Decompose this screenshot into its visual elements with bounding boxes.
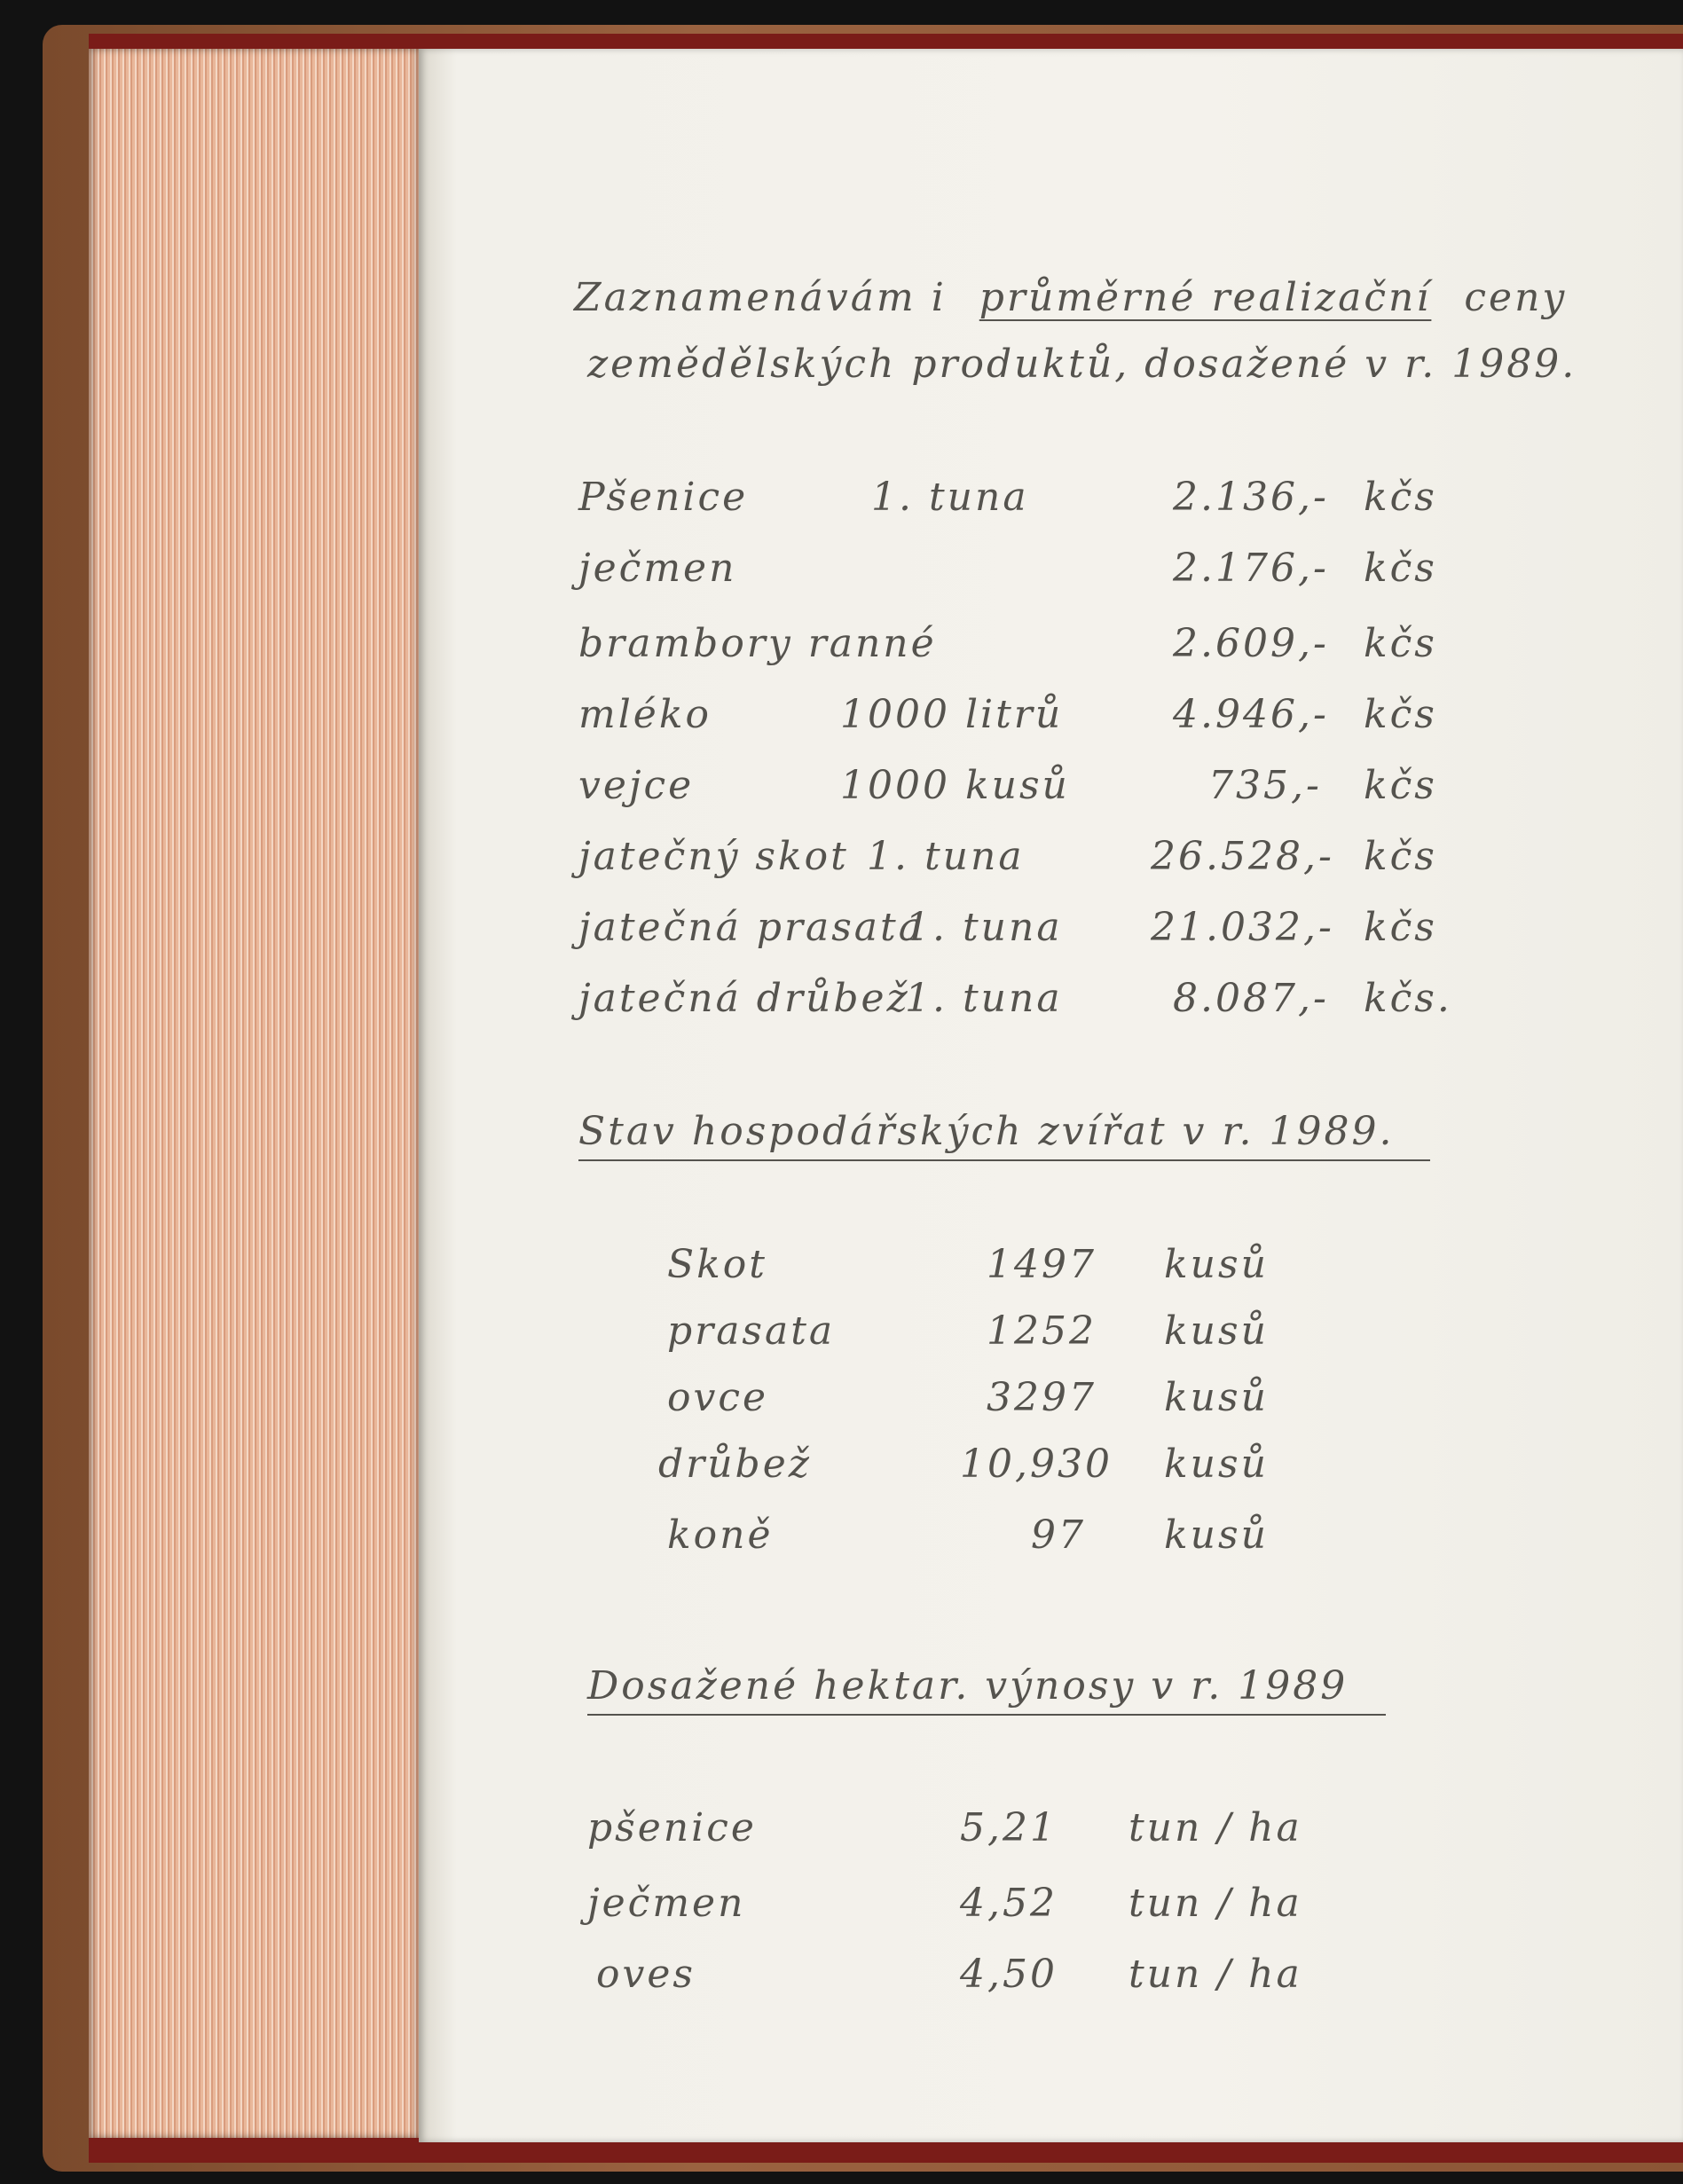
price-unit: 1. tuna [871,475,1029,520]
livestock-animal: Skot [667,1242,767,1287]
price-value: 2.136,- [1173,475,1329,520]
livestock-animal: drůbež [658,1442,812,1487]
intro-underlined: průměrné realizační [979,275,1432,320]
price-value: 26.528,- [1151,834,1334,879]
price-product: jatečná drůbež [578,976,910,1021]
price-value: 735,- [1208,763,1322,808]
livestock-animal: koně [667,1512,774,1558]
page-edges [89,49,421,2138]
yield-value: 4,52 [960,1881,1058,1926]
price-value: 2.609,- [1173,621,1329,666]
livestock-count: 10,930 [960,1442,1113,1487]
livestock-unit: kusů [1164,1242,1269,1287]
price-currency: kčs [1364,475,1437,520]
livestock-unit: kusů [1164,1442,1269,1487]
price-product: ječmen [578,546,737,591]
price-value: 2.176,- [1173,546,1329,591]
price-unit: 1000 litrů [840,692,1064,737]
price-unit: 1. tuna [905,905,1063,950]
intro-line-1 [574,275,1567,320]
intro-line-2: zemědělských produktů, dosažené v r. 1989. [587,342,1577,387]
intro-prefix: Zaznamenávám i [574,275,947,320]
price-product: jatečný skot [578,834,849,879]
livestock-animal: ovce [667,1375,769,1420]
livestock-animal: prasata [667,1308,836,1354]
livestock-count: 3297 [987,1375,1097,1420]
price-product: vejce [578,763,695,808]
intro-suffix: ceny [1464,275,1568,320]
price-product: jatečná prasata [578,905,924,950]
price-product: brambory ranné [578,621,937,666]
price-currency: kčs [1364,692,1437,737]
yield-unit: tun / ha [1129,1952,1302,1997]
price-value: 4.946,- [1173,692,1329,737]
handwritten-page [419,49,1683,2142]
price-currency: kčs. [1364,976,1452,1021]
price-value: 8.087,- [1173,976,1329,1021]
yield-unit: tun / ha [1129,1805,1302,1850]
price-product: Pšenice [578,475,749,520]
yield-crop: pšenice [587,1805,757,1850]
price-unit: 1. tuna [867,834,1025,879]
yield-unit: tun / ha [1129,1881,1302,1926]
price-unit: 1000 kusů [840,763,1070,808]
yield-value: 4,50 [960,1952,1058,1997]
livestock-heading: Stav hospodářských zvířat v r. 1989. [578,1109,1430,1161]
price-currency: kčs [1364,905,1437,950]
livestock-count: 1497 [987,1242,1097,1287]
yield-crop: ječmen [587,1881,746,1926]
price-unit: 1. tuna [905,976,1063,1021]
yields-heading: Dosažené hektar. výnosy v r. 1989 [587,1663,1386,1716]
livestock-unit: kusů [1164,1512,1269,1558]
livestock-unit: kusů [1164,1375,1269,1420]
livestock-count: 1252 [987,1308,1097,1354]
livestock-unit: kusů [1164,1308,1269,1354]
price-currency: kčs [1364,763,1437,808]
livestock-count: 97 [1031,1512,1086,1558]
price-product: mléko [578,692,712,737]
yield-value: 5,21 [960,1805,1058,1850]
price-currency: kčs [1364,621,1437,666]
price-value: 21.032,- [1151,905,1334,950]
yield-crop: oves [596,1952,696,1997]
price-currency: kčs [1364,546,1437,591]
price-currency: kčs [1364,834,1437,879]
